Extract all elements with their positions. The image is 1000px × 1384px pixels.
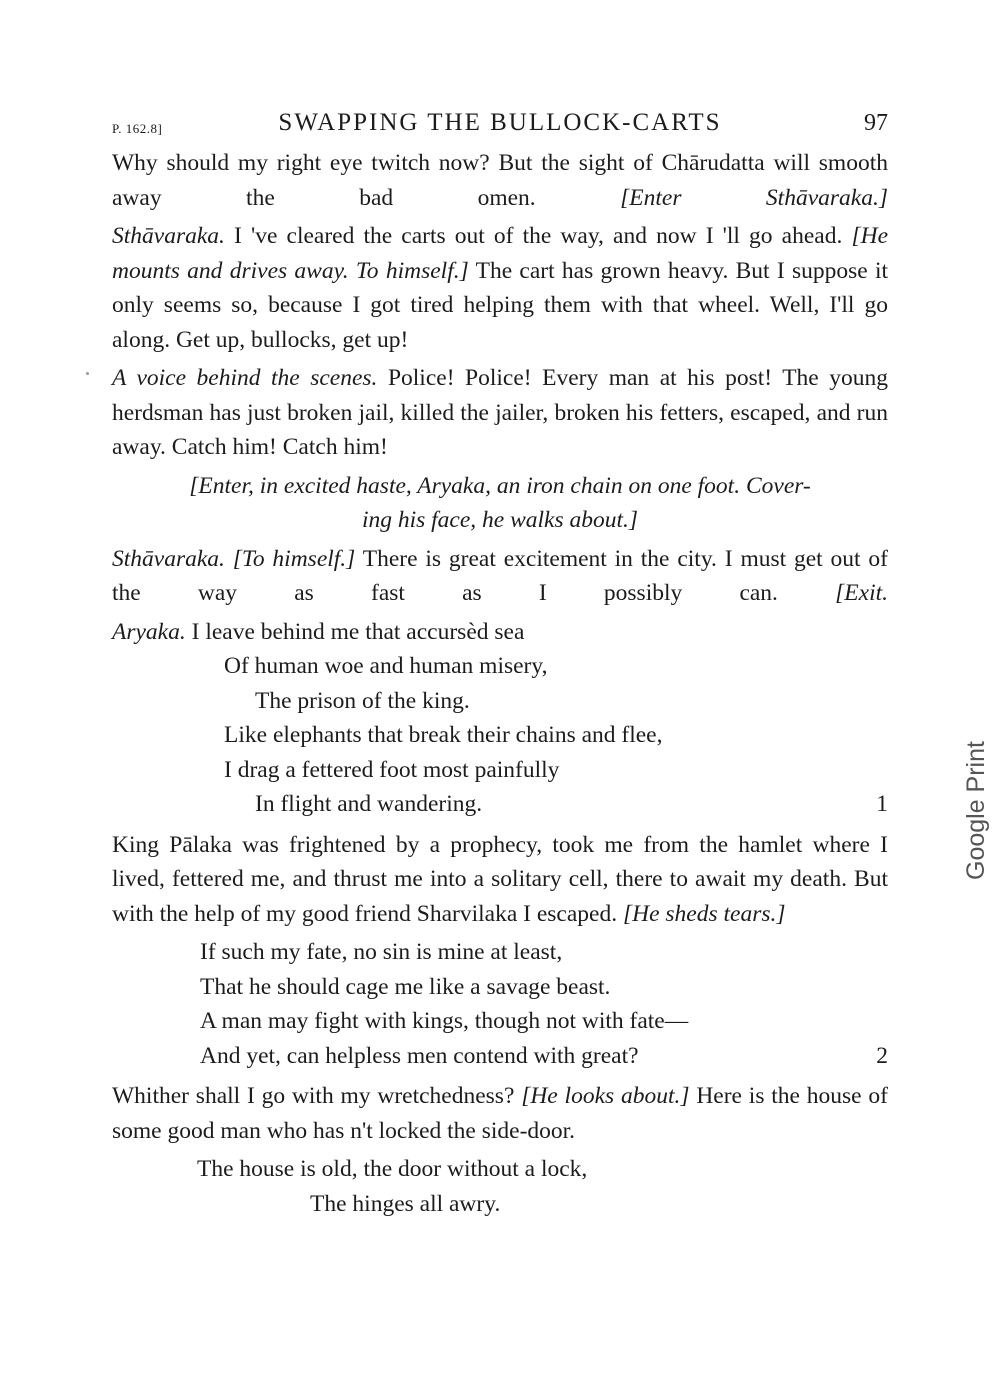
verse-line: That he should cage me like a savage beast. <box>200 973 611 1000</box>
p1-text: Why should my right eye twitch now? But the sight of Chārudatta will smooth away the bad omen. <box>112 150 888 211</box>
speaker-name: Sthāvaraka. <box>112 545 225 572</box>
page-number: 97 <box>864 110 888 136</box>
verse-line: I drag a fettered foot most painfully <box>224 756 560 783</box>
page-reference: P. 162.8] <box>112 121 163 136</box>
verse-line: And yet, can helpless men contend with great? 2 <box>112 1039 888 1074</box>
stage-direction-line-1: [Enter, in excited haste, Aryaka, an iron chain on one foot. Cover- <box>189 472 811 499</box>
p6-text: King Pālaka was frightened by a prophecy, took me from the hamlet where I lived, fettered me, and thrust me into a solitary cell, there to await my death. But with the help of my good friend Sharvilaka I escaped. <box>112 831 888 927</box>
paragraph-2 <box>112 219 888 357</box>
running-header <box>112 106 888 146</box>
paragraph-6 <box>112 828 888 932</box>
verse-line: Of human woe and human misery, <box>224 653 548 679</box>
p2-text-1: I 've cleared the carts out of the way, and now I 'll go ahead. <box>224 223 852 249</box>
verse-2 <box>112 935 888 1073</box>
stage-direction: [Enter Sthāvaraka.] <box>620 184 888 211</box>
stage-direction: [To himself.] <box>224 545 356 572</box>
paragraph-7 <box>112 1079 888 1148</box>
paragraph-4 <box>112 469 888 538</box>
p7-text-1: Whither shall I go with my wretchedness? <box>112 1083 522 1109</box>
verse-line: If such my fate, no sin is mine at least, <box>200 939 563 965</box>
verse-line: The prison of the king. <box>255 687 470 714</box>
verse-line: The hinges all awry. <box>310 1190 501 1217</box>
paragraph-1 <box>112 146 888 215</box>
p2-text-2: The cart has grown heavy. But I suppose it only seems so, because I got tired helping them with that wheel. Well, I'll go along. Get up, bullocks, get up! <box>112 257 889 353</box>
p3-text: Police! Police! Every man at his post! The young herdsman has just broken jail, killed the jailer, broken his fetters, escaped, and run away. Catch him! Catch him! <box>112 365 888 460</box>
verse-line: Like elephants that break their chains and flee, <box>224 722 663 748</box>
verse-1 <box>112 615 888 822</box>
scan-speck <box>86 372 89 375</box>
speaker-name: A voice behind the scenes. <box>112 365 378 391</box>
verse-line: In flight and wandering. 1 <box>112 787 888 822</box>
exit-direction: [Exit. <box>835 580 889 606</box>
paragraph-3 <box>112 361 888 465</box>
speaker-name: Sthāvaraka. <box>112 223 225 249</box>
p5-text: There is great excitement in the city. I must get out of the way as fast as I possibly can. <box>112 545 888 606</box>
verse-line: Aryaka. I leave behind me that accursèd sea <box>112 618 525 645</box>
verse-line: A man may fight with kings, though not with fate— <box>200 1008 689 1034</box>
book-page <box>112 106 888 1227</box>
p7-text-2: Here is the house of some good man who has n't locked the side-door. <box>112 1083 888 1144</box>
verse-line: The house is old, the door without a lock, <box>197 1156 588 1182</box>
verse-number: 1 <box>876 791 888 817</box>
google-print-watermark: Google Print <box>962 741 990 880</box>
stage-direction: [He sheds tears.] <box>622 900 786 927</box>
stage-direction: [He mounts and drives away. To himself.] <box>112 223 888 284</box>
verse-3 <box>112 1152 888 1221</box>
speaker-name: Aryaka. <box>112 618 186 645</box>
verse-number: 2 <box>876 1042 888 1069</box>
paragraph-5 <box>112 542 888 611</box>
chapter-title: SWAPPING THE BULLOCK-CARTS <box>278 109 722 136</box>
stage-direction: [He looks about.] <box>521 1083 690 1109</box>
stage-direction-line-2: ing his face, he walks about.] <box>361 507 639 533</box>
